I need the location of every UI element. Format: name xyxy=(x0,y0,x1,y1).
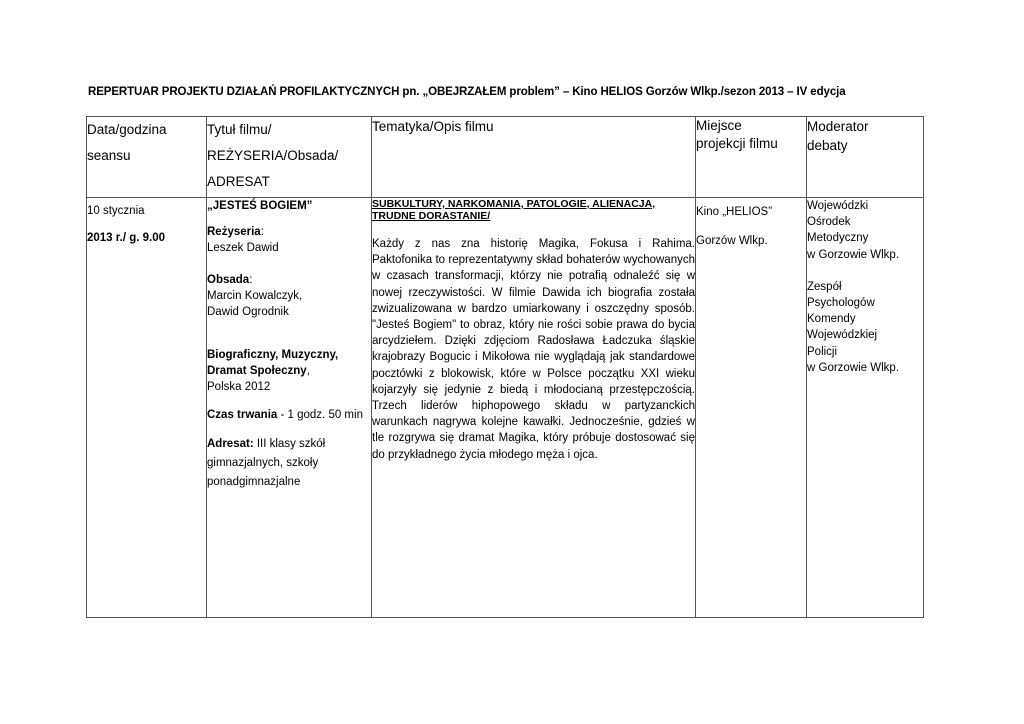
director-sep: : xyxy=(260,226,264,238)
cell-place xyxy=(696,198,807,618)
moderator2-line5: Policji xyxy=(807,345,838,358)
moderator1-line2: Ośrodek xyxy=(807,216,851,229)
film-description: Każdy z nas zna historię Magika, Fokusa i Rahima. Paktofonika to reprezentatywny skład bohaterów wychowanych w czasach transformacji, którzy nie potrafią odnaleźć się w nowej rzeczywistości. W filmie Dawida ich biografia została zwizualizowana w bardzo umiarkowany i oszczędny sposób. "Jesteś Bogiem" to obraz, który nie rości sobie prawa do bycia arcydziełem. Dzięki zdjęciom Radosława Ładczuka śląskie krajobrazy Bogucic i Mikołowa nie wyglądają jak standardowe pocztówki z blokowisk, które w Polsce początku XXI wieku kojarzyły się jedynie z biedą i młodocianą przestępczością. Trzech liderów hiphopowego składu w partyzanckich warunkach nagrywa kolejne kawałki. Jednocześnie, gdzieś w tle rozgrywa się dramat Magika, który próbuje dostosować się do przykładnego życia młodego męża i ojca. xyxy=(372,238,695,461)
cell-topic xyxy=(372,198,696,618)
duration-value: - 1 godz. 50 min xyxy=(277,409,363,421)
header-moderator-line2: debaty xyxy=(807,138,848,153)
cast-block xyxy=(207,272,371,320)
document-title: REPERTUAR PROJEKTU DZIAŁAŃ PROFILAKTYCZNYCH pn. „OBEJRZAŁEM problem” – Kino HELIOS Gorzów Wlkp./sezon 2013 – IV edycja xyxy=(88,86,846,98)
genre-line2: Dramat Społeczny xyxy=(207,365,307,377)
genre-line1: Biograficzny, Muzyczny, xyxy=(207,349,339,361)
cell-date xyxy=(87,198,207,618)
moderator2-line2: Psychologów xyxy=(807,297,875,310)
header-film-line2: REŻYSERIA/Obsada/ xyxy=(207,148,339,163)
header-film-line3: ADRESAT xyxy=(207,174,270,189)
genre-block xyxy=(207,347,371,395)
audience-block xyxy=(207,435,371,492)
header-moderator-line1: Moderator xyxy=(807,119,869,134)
header-moderator xyxy=(807,117,924,198)
moderator1-line4: w Gorzowie Wlkp. xyxy=(807,248,900,261)
director-block xyxy=(207,224,371,256)
header-place-line1: Miejsce xyxy=(696,118,742,133)
header-place xyxy=(696,117,807,198)
country-year: Polska 2012 xyxy=(207,381,271,393)
header-film xyxy=(207,117,372,198)
moderator1-line1: Wojewódzki xyxy=(807,200,869,212)
screening-time: 2013 r./ g. 9.00 xyxy=(87,232,166,244)
place-line1: Kino „HELIOS” xyxy=(696,206,773,218)
director-name: Leszek Dawid xyxy=(207,242,279,254)
table-row xyxy=(87,198,924,618)
audience-label: Adresat: xyxy=(207,438,254,450)
table-header-row xyxy=(87,117,924,198)
cast-sep: : xyxy=(249,274,253,286)
cast-line1: Marcin Kowalczyk, xyxy=(207,290,303,302)
header-film-line1: Tytuł filmu/ xyxy=(207,122,272,137)
place-line2: Gorzów Wlkp. xyxy=(696,235,768,247)
topic-tags: SUBKULTURY, NARKOMANIA, PATOLOGIE, ALIENACJA, TRUDNE DORASTANIE/ xyxy=(372,198,656,222)
moderator1-line3: Metodyczny xyxy=(807,232,869,245)
moderator-spacer xyxy=(807,263,923,279)
cast-line2: Dawid Ogrodnik xyxy=(207,306,289,318)
header-date xyxy=(87,117,207,198)
header-date-line1: Data/godzina xyxy=(87,122,167,137)
header-topic-label: Tematyka/Opis filmu xyxy=(372,119,494,134)
audience-value: III klasy szkół gimnazjalnych, szkoły ponadgimnazjalne xyxy=(207,438,326,488)
cast-label: Obsada xyxy=(207,274,250,286)
director-label: Reżyseria xyxy=(207,226,261,238)
genre-sep: , xyxy=(306,365,310,377)
moderator2-line3: Komendy xyxy=(807,313,856,326)
moderator2-line6: w Gorzowie Wlkp. xyxy=(807,361,900,374)
header-topic xyxy=(372,117,696,198)
film-title: „JESTEŚ BOGIEM” xyxy=(207,200,313,212)
moderator2-line4: Wojewódzkiej xyxy=(807,329,878,342)
duration-block xyxy=(207,407,371,423)
duration-label: Czas trwania xyxy=(207,409,278,421)
header-date-line2: seansu xyxy=(87,148,131,163)
cell-film xyxy=(207,198,372,618)
cell-moderator xyxy=(807,198,924,618)
moderator2-line1: Zespół xyxy=(807,280,842,293)
header-place-line2: projekcji filmu xyxy=(696,136,778,151)
repertoire-table xyxy=(86,116,924,618)
screening-date: 10 stycznia xyxy=(87,205,145,217)
